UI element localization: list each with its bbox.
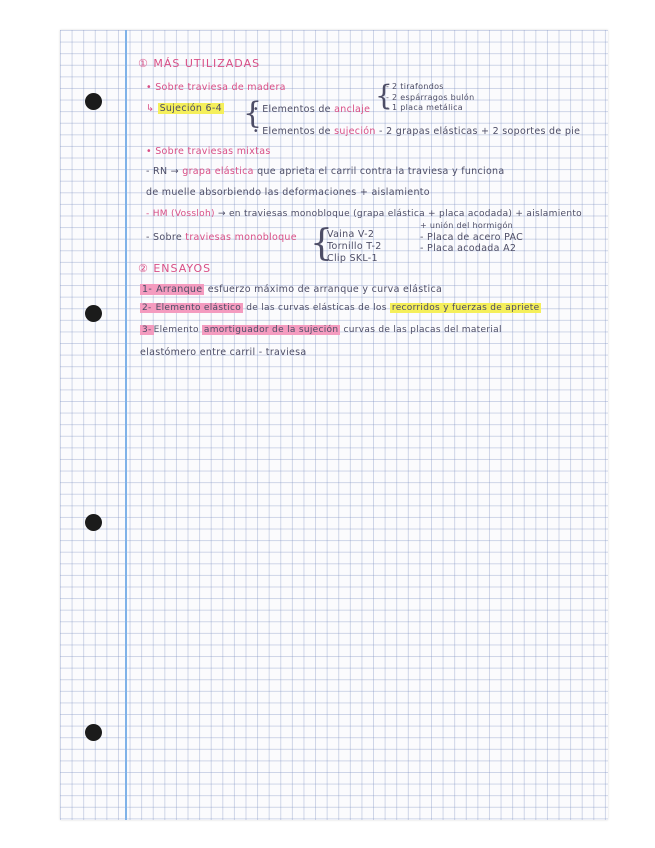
mono-item: - Tornillo T-2: [320, 241, 382, 252]
line-monobloque: [146, 232, 297, 243]
ensayo-3-title: Elemento: [153, 325, 199, 335]
mono-word: traviesas monobloque: [185, 232, 297, 243]
section-heading-1: ① MÁS UTILIZADAS: [138, 57, 261, 70]
hm-rest: → en traviesas monobloque (grapa elástica + placa acodada) + aislamiento: [214, 209, 582, 219]
anclaje-item: - 2 espárragos bulón: [386, 93, 475, 102]
ensayo-2-highlight: recorridos y fuerzas de apriete: [391, 303, 540, 313]
sujecion-rest: - 2 grapas elásticas + 2 soportes de pie: [375, 126, 581, 137]
line-rn-2: de muelle absorbiendo las deformaciones + aislamiento: [146, 187, 430, 198]
ensayo-1-number: 1-: [142, 284, 153, 295]
line-anclaje: [253, 104, 370, 115]
rn-rest: que aprieta el carril contra la traviesa y funciona: [253, 166, 505, 177]
ensayo-3: [140, 325, 502, 335]
ensayo-2-text: de las curvas elásticas de los: [243, 303, 390, 313]
mono-item: - Vaina V-2: [320, 229, 375, 240]
binder-hole: [85, 724, 102, 741]
line-elementos-sujecion: [253, 126, 580, 137]
binder-hole: [85, 93, 102, 110]
binder-hole: [85, 514, 102, 531]
hm-label: - HM (Vossloh): [146, 209, 215, 219]
mono-right-item: - Placa de acero PAC: [420, 232, 524, 243]
margin-line: [125, 30, 127, 820]
sujecion-label: Sujeción 6-4: [159, 103, 222, 114]
mono-prefix: - Sobre: [146, 232, 186, 243]
sujecion-word: sujeción: [334, 126, 376, 137]
ensayo-3-line-2: elastómero entre carril - traviesa: [140, 347, 307, 358]
anclaje-item: - 2 tirafondos: [386, 82, 444, 91]
line-sujecion: [146, 103, 224, 114]
brace-monobloque: {: [310, 223, 333, 264]
line-rn: [146, 166, 505, 177]
line-sobre-traviesa: • Sobre traviesa de madera: [146, 82, 286, 93]
hm-sub: + unión del hormigón: [420, 221, 514, 230]
sujecion-text: • Elementos de: [253, 126, 335, 137]
notebook-sheet: [60, 30, 608, 820]
anclaje-text: • Elementos de: [253, 104, 335, 115]
ensayo-2: [140, 303, 541, 313]
ensayo-2-number: 2-: [142, 303, 152, 313]
mono-right-item: - Placa acodada A2: [420, 243, 517, 254]
anclaje-word: anclaje: [334, 104, 371, 115]
anclaje-item: - 1 placa metálica: [386, 103, 464, 112]
ensayo-3-number: 3-: [142, 325, 152, 335]
binder-hole: [85, 305, 102, 322]
brace-anclaje: {: [375, 79, 393, 112]
brace-sujecion: {: [243, 96, 263, 131]
ensayo-3-text: curvas de las placas del material: [340, 325, 502, 335]
ensayo-1: [140, 284, 442, 295]
ensayo-1-text: esfuerzo máximo de arranque y curva elástica: [204, 284, 443, 295]
ensayo-3-highlight: amortiguador de la sujeción: [203, 325, 339, 335]
rn-grapa: grapa elástica: [182, 166, 254, 177]
line-hm: [146, 209, 582, 219]
sujecion-arrow: ↳: [146, 103, 155, 114]
section-heading-2: ② ENSAYOS: [138, 262, 212, 275]
mono-item: - Clip SKL-1: [320, 253, 378, 264]
rn-prefix: - RN →: [146, 166, 183, 177]
ensayo-1-title: Arranque: [156, 284, 203, 295]
ensayo-2-title: Elemento elástico: [155, 303, 242, 313]
line-mixtas: • Sobre traviesas mixtas: [146, 146, 271, 157]
